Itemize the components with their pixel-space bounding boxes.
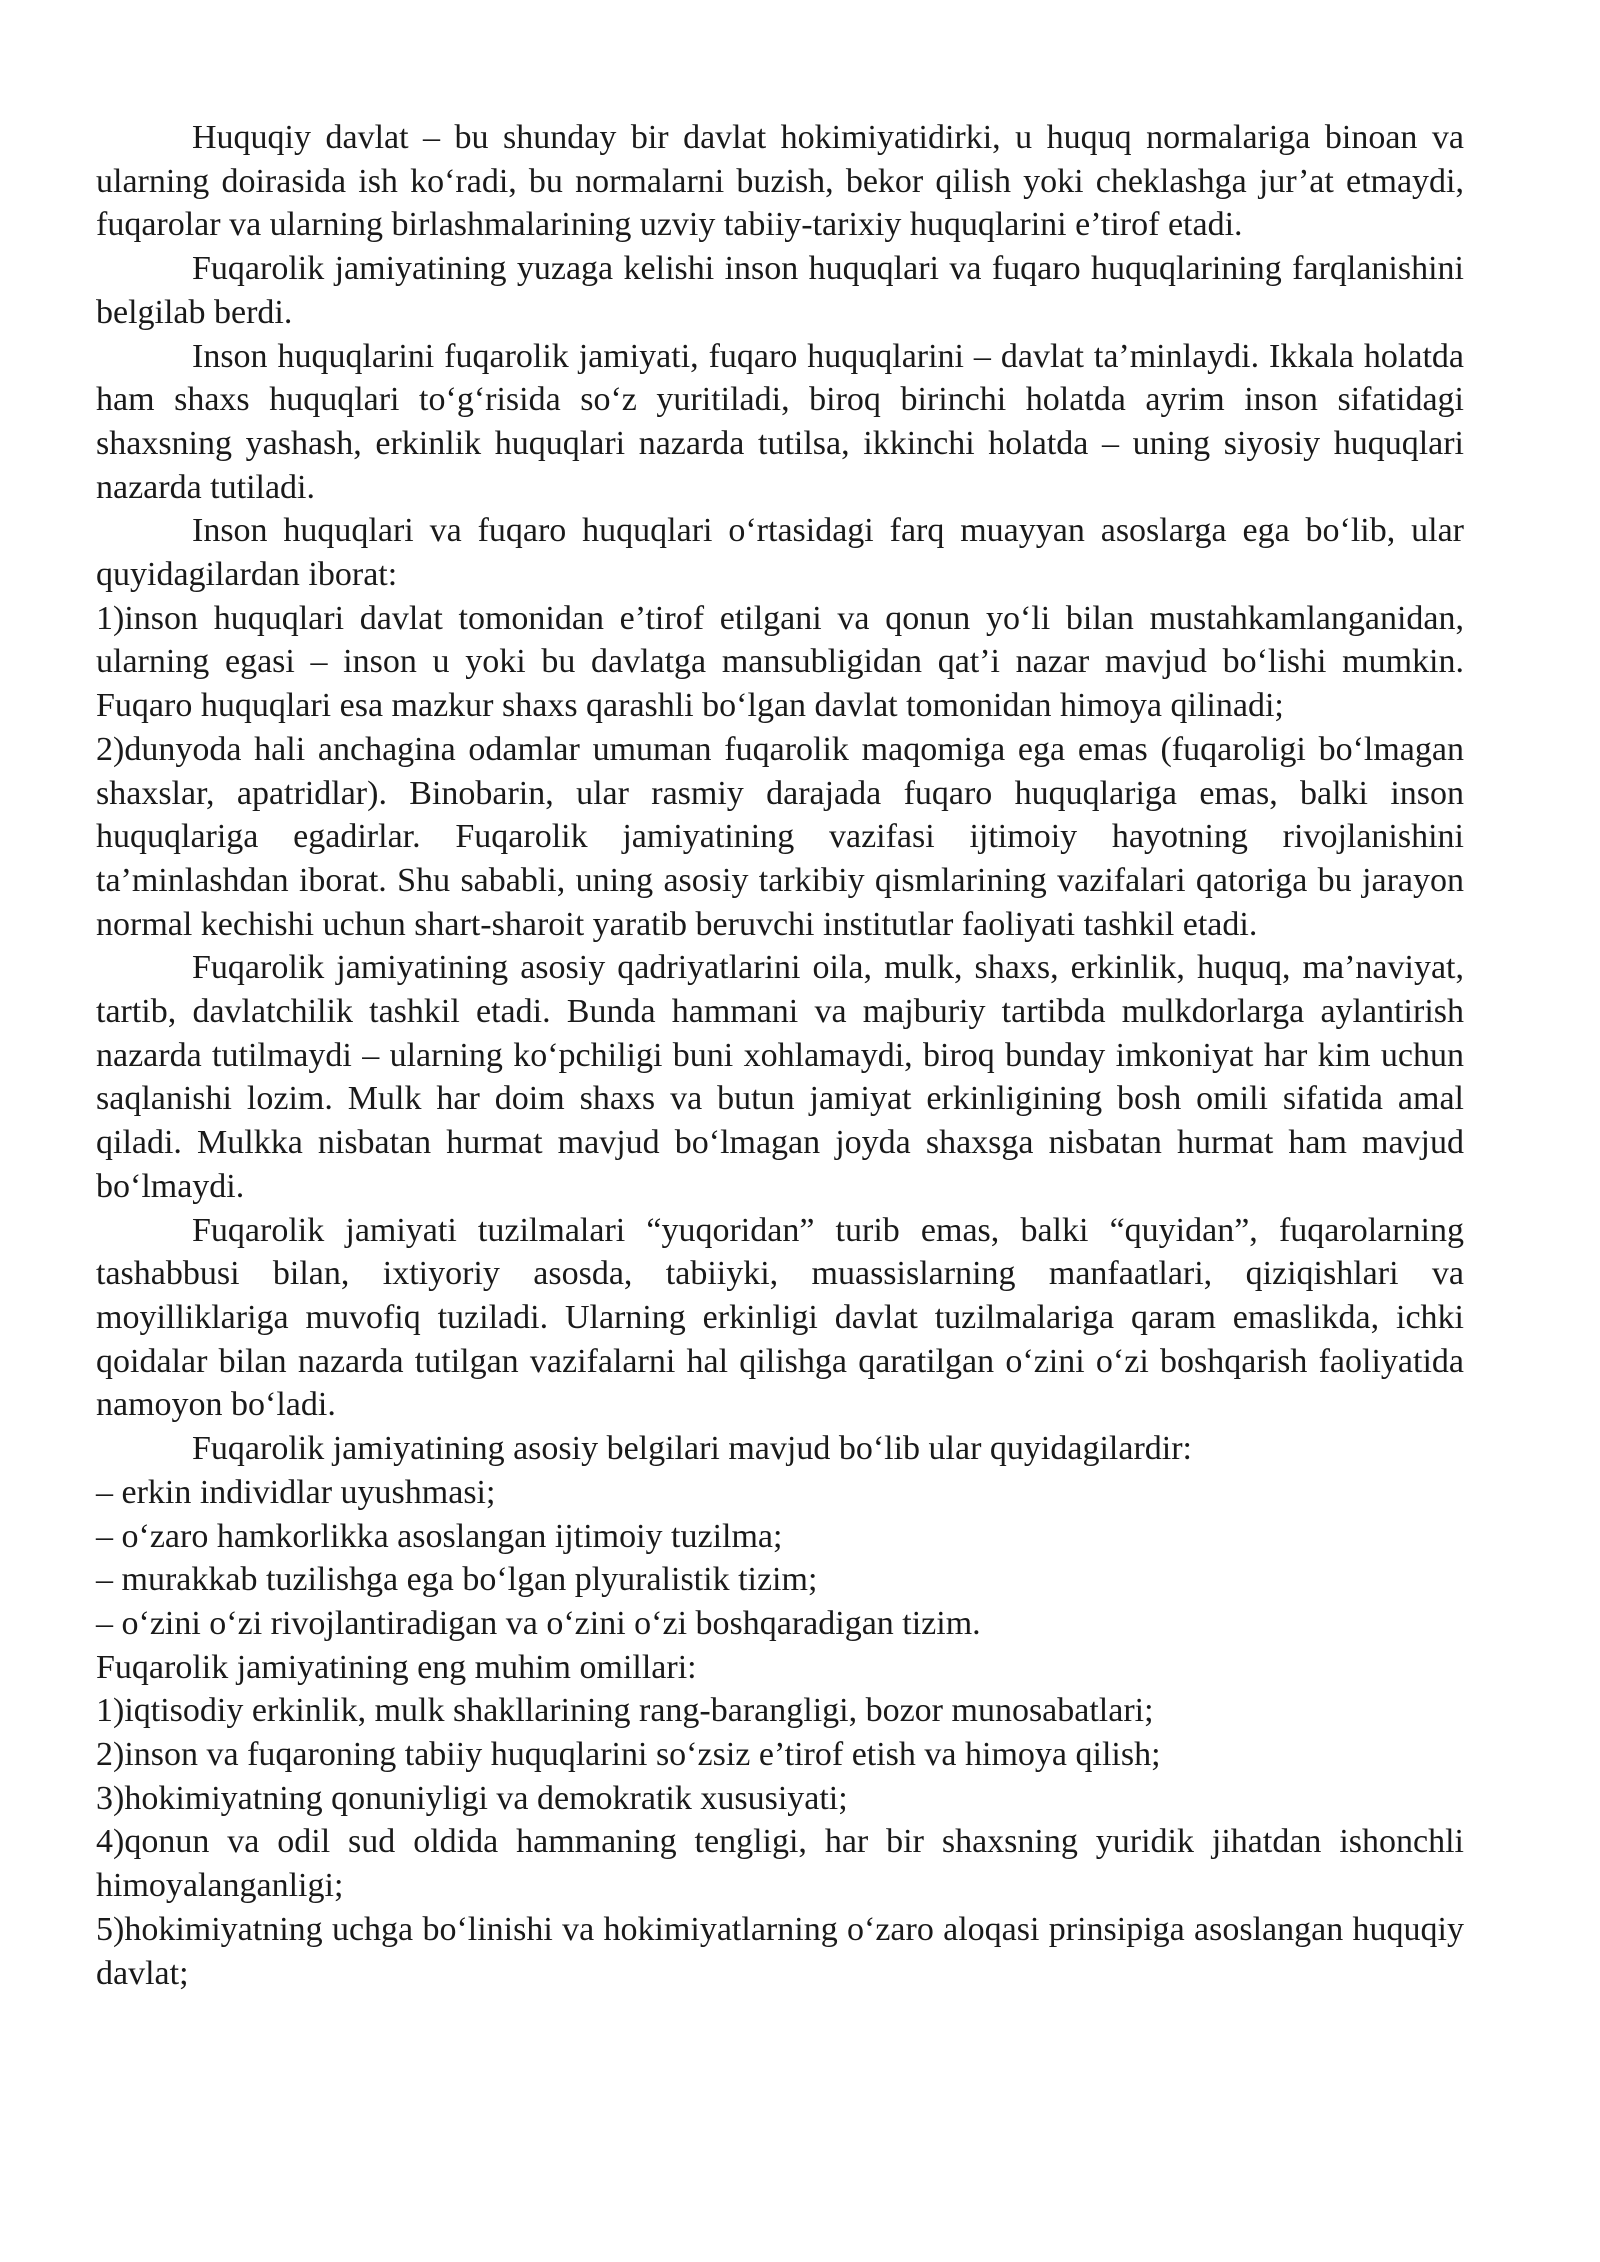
list-item-sign-2: – o‘zaro hamkorlikka asoslangan ijtimoiy tuzilma; (96, 1517, 783, 1555)
list-item-factor-1: 1)iqtisodiy erkinlik, mulk shakllarining rang-barangligi, bozor munosabatlari; (96, 1692, 1154, 1730)
list-item-difference-2: 2)dunyoda hali anchagina odamlar umuman fuqarolik maqomiga ega emas (fuqaroligi bo‘lmagan shaxslar, apatridlar). Binobarin, ular rasmiy darajada fuqaro huquqlariga emas, balki inson huquqlariga egadirlar. Fuqarolik jamiyatining vazifasi ijtimoiy hayotning rivojlanishini ta’minlashdan iborat. Shu sababli, uning asosiy tarkibiy qismlarining vazifalari qatoriga bu jarayon normal kechishi uchun shart-sharoit yaratib beruvchi institutlar faoliyati tashkil etadi. (96, 730, 1464, 943)
paragraph-jamiyat-yuzaga-kelishi: Fuqarolik jamiyatining yuzaga kelishi inson huquqlari va fuqaro huquqlarining farqlanishini belgilab berdi. (96, 250, 1464, 331)
list-item-difference-1: 1)inson huquqlari davlat tomonidan e’tirof etilgani va qonun yo‘li bilan mustahkamlanganidan, ularning egasi – inson u yoki bu davlatga mansubligidan qat’i nazar mavjud bo‘lishi mumkin. Fuqaro huquqlari esa mazkur shaxs qarashli bo‘lgan davlat tomonidan himoya qilinadi; (96, 599, 1464, 725)
list-item-factor-3: 3)hokimiyatning qonuniyligi va demokratik xususiyati; (96, 1779, 848, 1817)
paragraph-inson-huquqlari: Inson huquqlarini fuqarolik jamiyati, fuqaro huquqlarini – davlat ta’minlaydi. Ikkala holatda ham shaxs huquqlari to‘g‘risida so‘z yuritiladi, biroq birinchi holatda ayrim inson sifatidagi shaxsning yashash, erkinlik huquqlari nazarda tutilsa, ikkinchi holatda – uning siyosiy huquqlari nazarda tutiladi. (96, 337, 1464, 506)
document-page (96, 116, 1464, 1995)
paragraph-huquqiy-davlat: Huquqiy davlat – bu shunday bir davlat hokimiyatidirki, u huquq normalariga binoan va ularning doirasida ish ko‘radi, bu normalarni buzish, bekor qilish yoki cheklashga jur’at etmaydi, fuqarolar va ularning birlashmalarining uzviy tabiiy-tarixiy huquqlarini e’tirof etadi. (96, 119, 1464, 244)
paragraph-farq-asoslari: Inson huquqlari va fuqaro huquqlari o‘rtasidagi farq muayyan asoslarga ega bo‘lib, ular quyidagilardan iborat: (96, 512, 1464, 594)
list-item-factor-2: 2)inson va fuqaroning tabiiy huquqlarini so‘zsiz e’tirof etish va himoya qilish; (96, 1736, 1161, 1774)
paragraph-omillar-intro: Fuqarolik jamiyatining eng muhim omillari: (96, 1648, 697, 1686)
list-item-sign-4: – o‘zini o‘zi rivojlantiradigan va o‘zini o‘zi boshqaradigan tizim. (96, 1604, 981, 1642)
list-item-sign-1: – erkin individlar uyushmasi; (96, 1473, 496, 1511)
list-item-factor-5: 5)hokimiyatning uchga bo‘linishi va hokimiyatlarning o‘zaro aloqasi prinsipiga asoslangan huquqiy davlat; (96, 1910, 1464, 1992)
paragraph-qadriyatlar: Fuqarolik jamiyatining asosiy qadriyatlarini oila, mulk, shaxs, erkinlik, huquq, ma’naviyat, tartib, davlatchilik tashkil etadi. Bunda hammani va majburiy tartibda mulkdorlarga aylantirish nazarda tutilmaydi – ularning ko‘pchiligi buni xohlamaydi, biroq bunday imkoniyat har kim uchun saqlanishi lozim. Mulk har doim shaxs va butun jamiyat erkinligining bosh omili sifatida amal qiladi. Mulkka nisbatan hurmat mavjud bo‘lmagan joyda shaxsga nisbatan hurmat ham mavjud bo‘lmaydi. (96, 949, 1464, 1205)
list-item-factor-4: 4)qonun va odil sud oldida hammaning tengligi, har bir shaxsning yuridik jihatdan ishonchli himoyalanganligi; (96, 1823, 1464, 1905)
paragraph-belgilar-intro: Fuqarolik jamiyatining asosiy belgilari mavjud bo‘lib ular quyidagilardir: (192, 1430, 1192, 1468)
list-item-sign-3: – murakkab tuzilishga ega bo‘lgan plyuralistik tizim; (96, 1561, 818, 1599)
paragraph-tuzilmalar: Fuqarolik jamiyati tuzilmalari “yuqoridan” turib emas, balki “quyidan”, fuqarolarning tashabbusi bilan, ixtiyoriy asosda, tabiiyki, muassislarning manfaatlari, qiziqishlari va moyilliklariga muvofiq tuziladi. Ularning erkinligi davlat tuzilmalariga qaram emaslikda, ichki qoidalar bilan nazarda tutilgan vazifalarni hal qilishga qaratilgan o‘zini o‘zi boshqarish faoliyatida namoyon bo‘ladi. (96, 1211, 1464, 1424)
